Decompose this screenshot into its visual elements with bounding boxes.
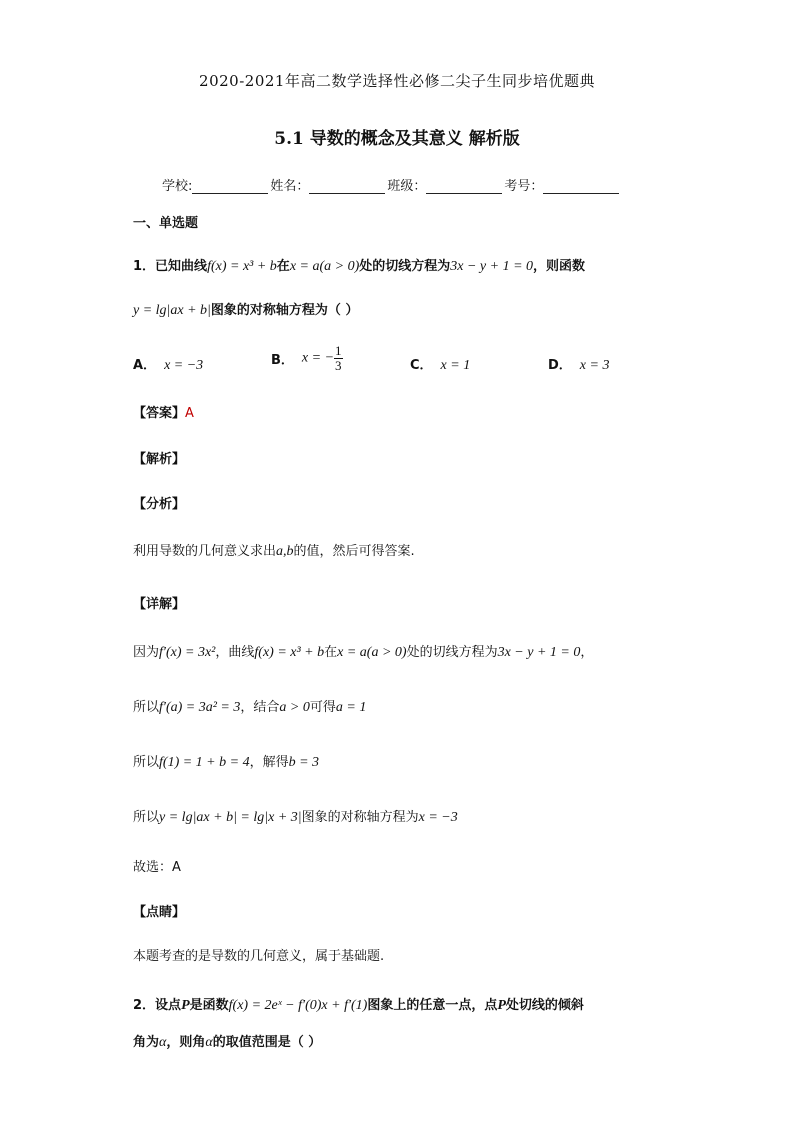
fenxi-text-part: 的值，然后可得答案. (293, 544, 415, 559)
option-b-prefix: x = − (301, 350, 335, 366)
detail-text: 所以 (133, 755, 160, 770)
school-blank[interactable] (192, 181, 268, 194)
answer-value: A (185, 406, 194, 421)
q2-point-p: P (497, 998, 506, 1013)
school-label: 学校: (162, 179, 193, 194)
fraction-denominator: 3 (335, 358, 342, 373)
q2-text: 图象上的任意一点，点 (367, 998, 498, 1013)
question-number: 2． (133, 998, 156, 1013)
option-c[interactable] (410, 354, 470, 374)
question-2-stem-line1 (133, 994, 584, 1014)
class-blank[interactable] (426, 181, 502, 194)
q2-alpha: α (159, 1035, 167, 1050)
option-d-value: x = 3 (579, 358, 610, 373)
q1-text: ，则函数 (533, 259, 586, 274)
detail-text: 所以 (133, 810, 160, 825)
detail-expr: a > 0 (279, 700, 310, 715)
class-label: 班级： (387, 179, 427, 194)
question-number: 1． (133, 259, 156, 274)
series-title: 2020-2021年高二数学选择性必修二尖子生同步培优题典 (199, 72, 595, 90)
option-c-value: x = 1 (440, 358, 471, 373)
answer-line (133, 402, 194, 421)
detail-text: 图象的对称轴方程为 (301, 810, 419, 825)
detail-line-2 (133, 696, 366, 716)
option-b[interactable] (271, 344, 343, 373)
detail-text: ， (580, 645, 594, 660)
detail-line-4 (133, 806, 458, 826)
q2-point-p: P (181, 998, 190, 1013)
option-d[interactable] (548, 354, 609, 374)
comment-text: 本题考查的是导数的几何意义，属于基础题. (133, 949, 385, 964)
comment-tag: 【点睛】 (133, 905, 186, 920)
detail-line-3 (133, 751, 319, 771)
option-c-label: C． (410, 358, 433, 373)
q2-text: 是函数 (189, 998, 229, 1013)
fenxi-text-part: 利用导数的几何意义求出 (133, 544, 277, 559)
detail-text: 所以 (133, 700, 160, 715)
detail-expr: x = a(a > 0) (337, 645, 407, 660)
fenxi-expr: a,b (276, 544, 294, 559)
answer-tag: 【答案】 (133, 406, 186, 421)
detail-text: 处的切线方程为 (406, 645, 498, 660)
question-1-stem-line2 (133, 299, 358, 319)
q2-alpha: α (205, 1035, 213, 1050)
document-title: 5.1 导数的概念及其意义 解析版 (274, 129, 520, 149)
option-b-fraction (334, 344, 343, 373)
exam-no-label: 考号： (504, 179, 544, 194)
option-a-label: A． (133, 358, 157, 373)
q1-text: 处的切线方程为 (359, 259, 451, 274)
q1-expr-tangent: 3x − y + 1 = 0 (450, 259, 534, 274)
detail-text: ，解得 (249, 755, 289, 770)
detail-text: 在 (324, 645, 338, 660)
detail-text: ，曲线 (215, 645, 255, 660)
detail-line-1 (133, 641, 593, 661)
q1-expr-f: f(x) = x³ + b (207, 259, 277, 274)
q1-expr-point: x = a(a > 0) (289, 259, 360, 274)
detail-text: 可得 (309, 700, 336, 715)
name-label: 姓名： (270, 179, 310, 194)
detail-expr: f(1) = 1 + b = 4 (159, 755, 250, 770)
fenxi-tag: 【分析】 (133, 497, 186, 512)
question-1-stem-line1 (133, 255, 585, 275)
q2-text: 设点 (155, 998, 182, 1013)
option-a-value: x = −3 (164, 358, 204, 373)
q2-text: 处切线的倾斜 (505, 998, 584, 1013)
option-a[interactable] (133, 354, 203, 374)
option-d-label: D． (548, 358, 572, 373)
q1-expr-y: y = lg|ax + b| (133, 303, 211, 318)
option-b-label: B． (271, 353, 294, 368)
fenxi-text (133, 540, 415, 560)
detail-expr: b = 3 (288, 755, 320, 770)
q2-expr-f: f(x) = 2eˣ − f′(0)x + f′(1) (228, 998, 368, 1013)
detail-expr: f(x) = x³ + b (254, 645, 325, 660)
detail-expr: f′(a) = 3a² = 3 (159, 700, 241, 715)
student-info-row (162, 175, 621, 194)
q1-text: 在 (276, 259, 290, 274)
q1-text: 图象的对称轴方程为（ ） (210, 303, 359, 318)
detail-text: 因为 (133, 645, 160, 660)
detail-tag: 【详解】 (133, 597, 186, 612)
exam-no-blank[interactable] (543, 181, 619, 194)
section-heading: 一、单选题 (133, 216, 199, 231)
fraction-numerator: 1 (335, 343, 342, 358)
name-blank[interactable] (309, 181, 385, 194)
detail-expr: y = lg|ax + b| = lg|x + 3| (159, 810, 302, 825)
analysis-tag: 【解析】 (133, 452, 186, 467)
question-2-stem-line2 (133, 1031, 321, 1051)
q2-text: ，则角 (166, 1035, 206, 1050)
q2-text: 的取值范围是（ ） (212, 1035, 322, 1050)
detail-expr: x = −3 (418, 810, 458, 825)
detail-expr: a = 1 (335, 700, 367, 715)
detail-text: ，结合 (240, 700, 280, 715)
q2-text: 角为 (133, 1035, 160, 1050)
q1-text: 已知曲线 (155, 259, 208, 274)
detail-expr: f′(x) = 3x² (159, 645, 216, 660)
choose-line: 故选：A (133, 860, 181, 875)
detail-expr: 3x − y + 1 = 0 (497, 645, 581, 660)
